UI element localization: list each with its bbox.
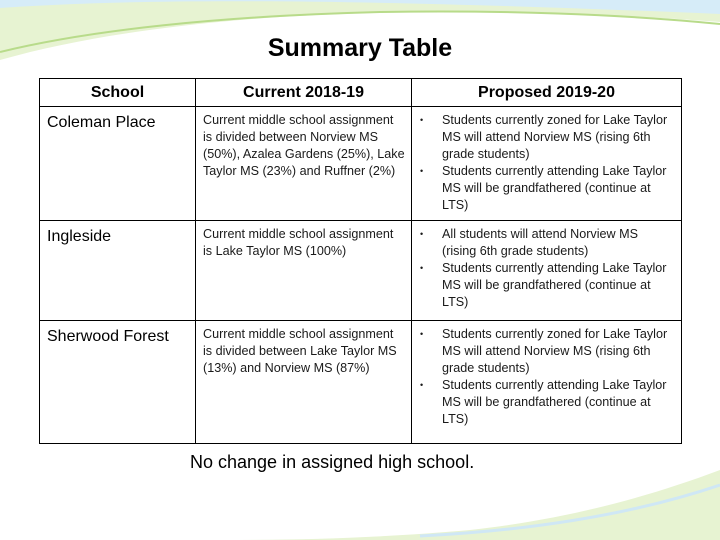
bullet-icon: •: [420, 229, 424, 239]
proposed-item-text: Students currently attending Lake Taylor MS will be grandfathered (continue at LTS): [442, 164, 667, 212]
bullet-icon: •: [420, 166, 424, 176]
proposed-item-text: Students currently zoned for Lake Taylor MS will attend Norview MS (rising 6th grade students): [442, 327, 668, 375]
bullet-icon: •: [420, 329, 424, 339]
proposed-item: [412, 226, 675, 260]
header-current: Current 2018-19: [196, 79, 412, 107]
school-name: Sherwood Forest: [40, 321, 196, 444]
table-row: [40, 221, 682, 321]
header-row: [40, 79, 682, 107]
proposed-assignment: [412, 107, 682, 221]
table-row: [40, 321, 682, 444]
summary-table: [39, 78, 682, 444]
school-name: Coleman Place: [40, 107, 196, 221]
current-assignment: Current middle school assignment is Lake Taylor MS (100%): [196, 221, 412, 321]
proposed-item: [412, 260, 675, 311]
bullet-icon: •: [420, 380, 424, 390]
proposed-item: [412, 163, 675, 214]
proposed-item: [412, 326, 675, 377]
proposed-assignment: [412, 221, 682, 321]
header-proposed: Proposed 2019-20: [412, 79, 682, 107]
footer-note: No change in assigned high school.: [190, 452, 475, 472]
slide-title: Summary Table: [267, 34, 453, 62]
proposed-item: [412, 112, 675, 163]
proposed-item: [412, 377, 675, 428]
table-row: [40, 107, 682, 221]
bullet-icon: •: [420, 263, 424, 273]
proposed-assignment: [412, 321, 682, 444]
school-name: Ingleside: [40, 221, 196, 321]
proposed-item-text: Students currently attending Lake Taylor MS will be grandfathered (continue at LTS): [442, 261, 667, 309]
proposed-item-text: Students currently attending Lake Taylor MS will be grandfathered (continue at LTS): [442, 378, 667, 426]
bullet-icon: •: [420, 115, 424, 125]
header-school: School: [40, 79, 196, 107]
current-assignment: Current middle school assignment is divided between Lake Taylor MS (13%) and Norview MS (87%): [196, 321, 412, 444]
current-assignment: Current middle school assignment is divided between Norview MS (50%), Azalea Gardens (25%), Lake Taylor MS (23%) and Ruffner (2%): [196, 107, 412, 221]
proposed-item-text: Students currently zoned for Lake Taylor MS will attend Norview MS (rising 6th grade students): [442, 113, 668, 161]
proposed-item-text: All students will attend Norview MS (rising 6th grade students): [442, 227, 638, 258]
